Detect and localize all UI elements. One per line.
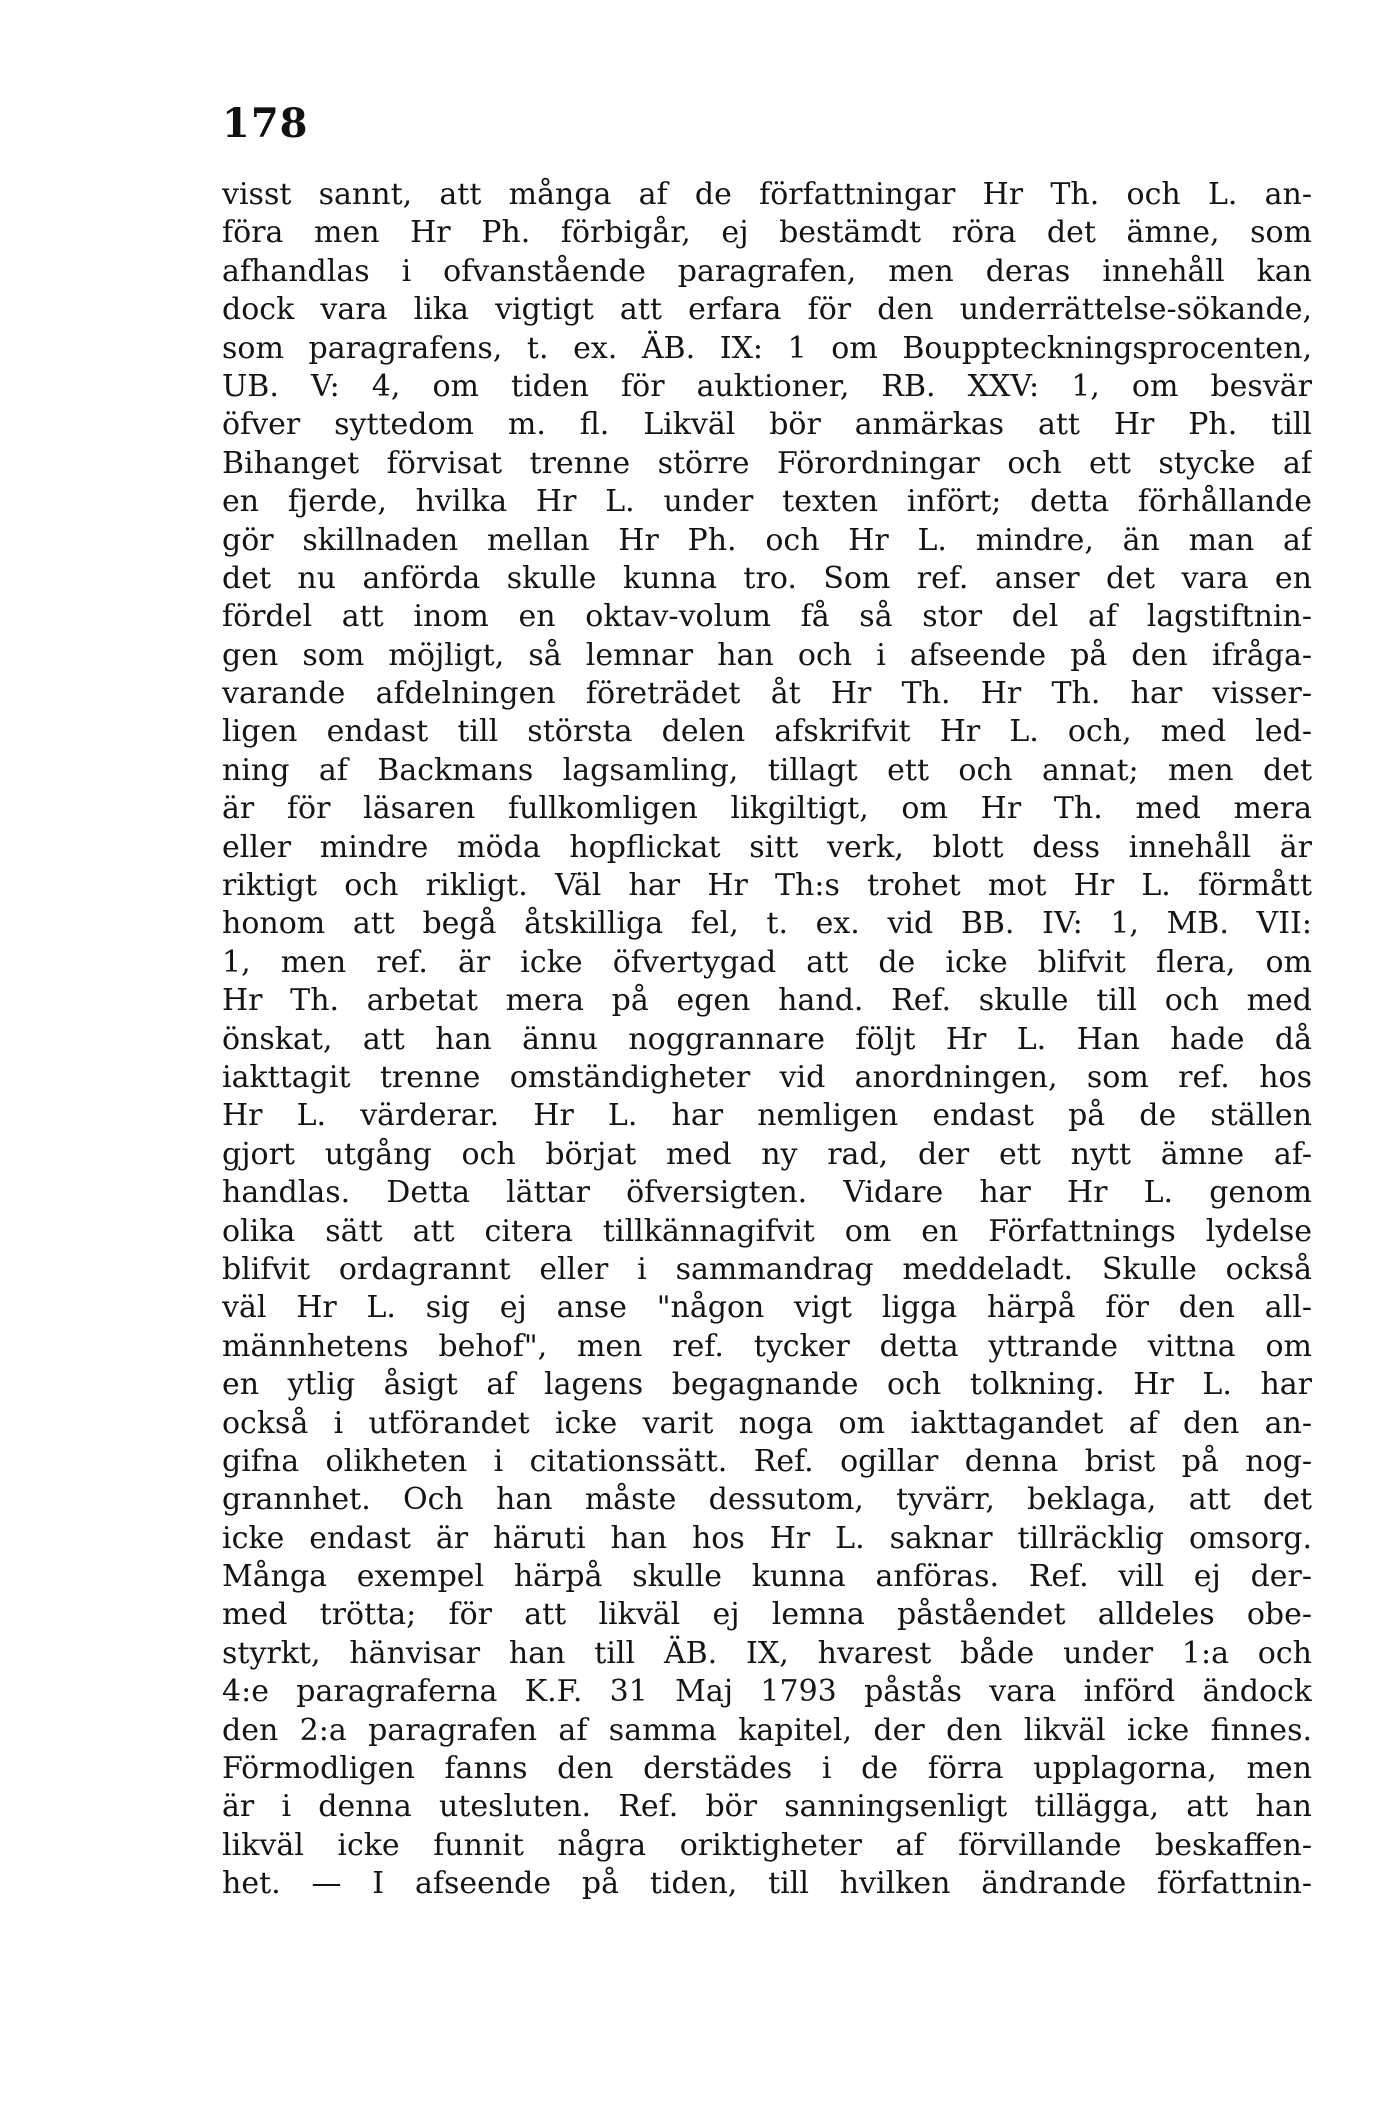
text-line: afhandlas i ofvanstående paragrafen, men deras innehåll kan — [222, 253, 1312, 289]
text-line: grannhet. Och han måste dessutom, tyvärr, beklaga, att det — [222, 1482, 1312, 1518]
text-line: den 2:a paragrafen af samma kapitel, der den likväl icke finnes. — [222, 1712, 1312, 1748]
text-line: Bihanget förvisat trenne större Förordningar och ett stycke af — [222, 445, 1312, 481]
text-line: dock vara lika vigtigt att erfara för den underrättelse-sökande, — [222, 292, 1312, 328]
text-line: också i utförandet icke varit noga om iakttagandet af den an- — [222, 1405, 1312, 1441]
text-line: är för läsaren fullkomligen likgiltigt, om Hr Th. med mera — [222, 791, 1312, 827]
text-line: varande afdelningen företrädet åt Hr Th. Hr Th. har visser- — [222, 676, 1312, 712]
text-line: männhetens behof", men ref. tycker detta yttrande vittna om — [222, 1328, 1312, 1364]
text-line: gifna olikheten i citationssätt. Ref. ogillar denna brist på nog- — [222, 1443, 1312, 1479]
text-line: gör skillnaden mellan Hr Ph. och Hr L. mindre, än man af — [222, 522, 1312, 558]
text-line: med trötta; för att likväl ej lemna påståendet alldeles obe- — [222, 1597, 1312, 1633]
body-text — [222, 176, 1312, 1904]
text-line: Hr L. värderar. Hr L. har nemligen endast på de ställen — [222, 1098, 1312, 1134]
text-line: Hr Th. arbetat mera på egen hand. Ref. skulle till och med — [222, 983, 1312, 1019]
text-line: 1, men ref. är icke öfvertygad att de icke blifvit flera, om — [222, 944, 1312, 980]
page-number: 178 — [222, 100, 309, 147]
text-line: icke endast är häruti han hos Hr L. saknar tillräcklig omsorg. — [222, 1520, 1312, 1556]
text-line: 4:e paragraferna K.F. 31 Maj 1793 påstås vara införd ändock — [222, 1674, 1312, 1710]
text-line: ning af Backmans lagsamling, tillagt ett och annat; men det — [222, 752, 1312, 788]
text-line: en ytlig åsigt af lagens begagnande och tolkning. Hr L. har — [222, 1367, 1312, 1403]
text-line: UB. V: 4, om tiden för auktioner, RB. XXV: 1, om besvär — [222, 368, 1312, 404]
text-line: Förmodligen fanns den derstädes i de förra upplagorna, men — [222, 1751, 1312, 1787]
text-line: önskat, att han ännu noggrannare följt Hr L. Han hade då — [222, 1021, 1312, 1057]
text-line: likväl icke funnit några oriktigheter af förvillande beskaffen- — [222, 1827, 1312, 1863]
text-line: olika sätt att citera tillkännagifvit om en Författnings lydelse — [222, 1213, 1312, 1249]
text-line: en fjerde, hvilka Hr L. under texten infört; detta förhållande — [222, 484, 1312, 520]
text-line: som paragrafens, t. ex. ÄB. IX: 1 om Bouppteckningsprocenten, — [222, 330, 1312, 366]
text-line: öfver syttedom m. fl. Likväl bör anmärkas att Hr Ph. till — [222, 407, 1312, 443]
text-line: gjort utgång och börjat med ny rad, der ett nytt ämne af- — [222, 1136, 1312, 1172]
text-line: ligen endast till största delen afskrifvit Hr L. och, med led- — [222, 714, 1312, 750]
text-line: styrkt, hänvisar han till ÄB. IX, hvarest både under 1:a och — [222, 1635, 1312, 1671]
text-line: väl Hr L. sig ej anse "någon vigt ligga härpå för den all- — [222, 1290, 1312, 1326]
text-line: eller mindre möda hopflickat sitt verk, blott dess innehåll är — [222, 829, 1312, 865]
text-line: visst sannt, att många af de författningar Hr Th. och L. an- — [222, 177, 1312, 212]
text-line: gen som möjligt, så lemnar han och i afseende på den ifråga- — [222, 637, 1312, 673]
text-line: riktigt och rikligt. Väl har Hr Th:s trohet mot Hr L. förmått — [222, 868, 1312, 904]
text-line: het. — I afseende på tiden, till hvilken ändrande författnin- — [222, 1866, 1312, 1902]
text-line: iakttagit trenne omständigheter vid anordningen, som ref. hos — [222, 1059, 1312, 1095]
text-line: är i denna utesluten. Ref. bör sanningsenligt tillägga, att han — [222, 1789, 1312, 1825]
text-line: Många exempel härpå skulle kunna anföras. Ref. vill ej der- — [222, 1559, 1312, 1595]
text-line: honom att begå åtskilliga fel, t. ex. vid BB. IV: 1, MB. VII: — [222, 906, 1312, 942]
text-line: föra men Hr Ph. förbigår, ej bestämdt röra det ämne, som — [222, 215, 1312, 251]
text-line: blifvit ordagrannt eller i sammandrag meddeladt. Skulle också — [222, 1251, 1312, 1287]
text-line: fördel att inom en oktav-volum få så stor del af lagstiftnin- — [222, 599, 1312, 635]
text-line: handlas. Detta lättar öfversigten. Vidare har Hr L. genom — [222, 1175, 1312, 1211]
text-line: det nu anförda skulle kunna tro. Som ref. anser det vara en — [222, 560, 1312, 596]
